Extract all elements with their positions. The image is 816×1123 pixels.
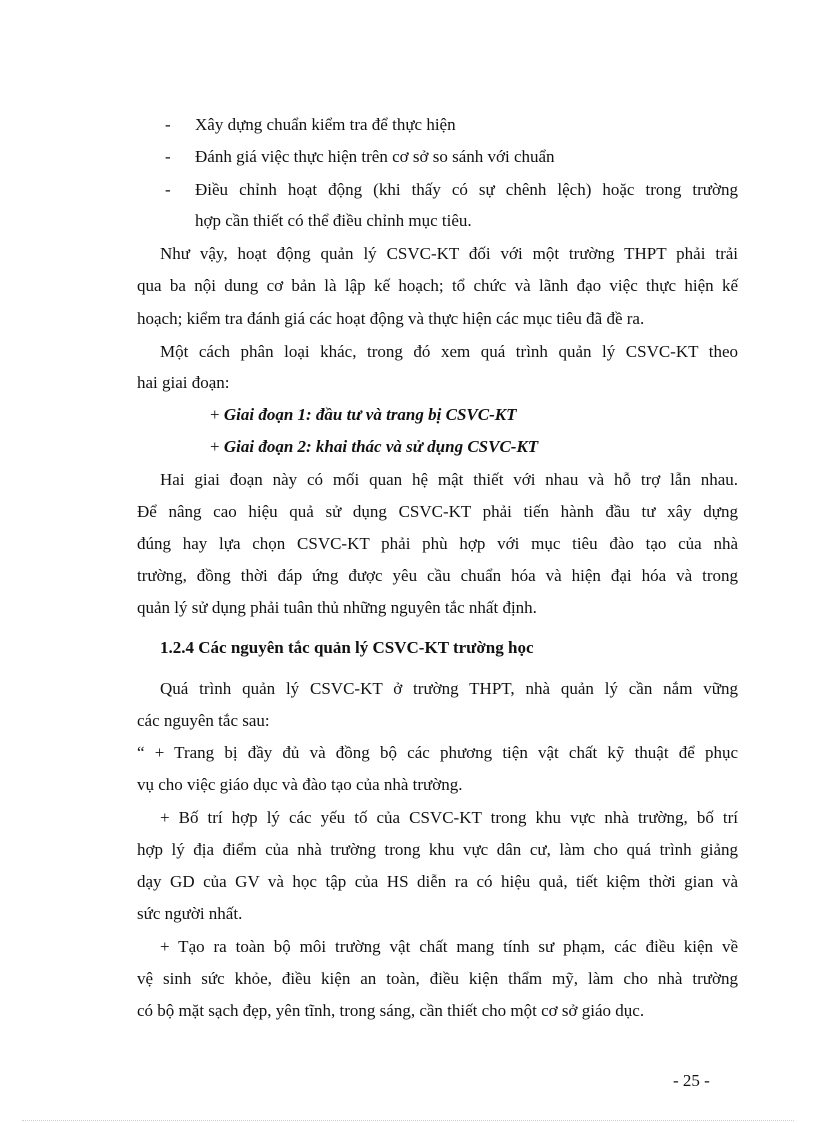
bullet-marker: - [165, 115, 171, 134]
paragraph-line: Quá trình quản lý CSVC-KT ở trường THPT, nhà quản lý cần nắm vững [160, 679, 738, 698]
phase-prefix: + [210, 437, 224, 456]
phase-item [210, 436, 538, 458]
phase-title: Giai đoạn 1: đầu tư và trang bị CSVC-KT [223, 405, 517, 424]
phase-prefix: + [210, 405, 224, 424]
paragraph-line: hai giai đoạn: [137, 373, 230, 392]
paragraph-line: + Tạo ra toàn bộ môi trường vật chất mang tính sư phạm, các điều kiện về [160, 937, 738, 956]
paragraph-line: vệ sinh sức khỏe, điều kiện an toàn, điều kiện thẩm mỹ, làm cho nhà trường [137, 969, 738, 988]
paragraph-line: có bộ mặt sạch đẹp, yên tĩnh, trong sáng, cần thiết cho một cơ sở giáo dục. [137, 1001, 645, 1020]
paragraph-line: “ + Trang bị đầy đủ và đồng bộ các phương tiện vật chất kỹ thuật để phục [137, 743, 738, 762]
paragraph-line: hợp lý địa điểm của nhà trường trong khu vực dân cư, làm cho quá trình giảng [137, 840, 738, 859]
paragraph-line: dạy GD của GV và học tập của HS diễn ra có hiệu quả, tiết kiệm thời gian và [137, 872, 738, 891]
paragraph-line: sức người nhất. [137, 904, 243, 923]
paragraph-line: quản lý sử dụng phải tuân thủ những nguyên tắc nhất định. [137, 598, 537, 617]
paragraph-line: Hai giai đoạn này có mối quan hệ mật thiết với nhau và hỗ trợ lẫn nhau. [160, 470, 738, 489]
bullet-item: Xây dựng chuẩn kiểm tra để thực hiện [195, 115, 456, 134]
phase-item [210, 404, 516, 426]
bullet-item: Đánh giá việc thực hiện trên cơ sở so sánh với chuẩn [195, 147, 555, 166]
bullet-marker: - [165, 180, 171, 199]
bullet-marker: - [165, 147, 171, 166]
paragraph-line: đúng hay lựa chọn CSVC-KT phải phù hợp với mục tiêu đào tạo của nhà [137, 534, 738, 553]
phase-title: Giai đoạn 2: khai thác và sử dụng CSVC-KT [223, 437, 539, 456]
paragraph-line: Để nâng cao hiệu quả sử dụng CSVC-KT phải tiến hành đầu tư xây dựng [137, 502, 738, 521]
paragraph-line: + Bố trí hợp lý các yếu tố của CSVC-KT trong khu vực nhà trường, bố trí [160, 808, 738, 827]
paragraph-line: các nguyên tắc sau: [137, 711, 270, 730]
page-number: - 25 - [673, 1071, 710, 1090]
paragraph-line: vụ cho việc giáo dục và đào tạo của nhà trường. [137, 775, 463, 794]
paragraph-line: Một cách phân loại khác, trong đó xem quá trình quản lý CSVC-KT theo [160, 342, 738, 361]
footer-divider [22, 1120, 794, 1121]
paragraph-line: qua ba nội dung cơ bản là lập kế hoạch; tổ chức và lãnh đạo việc thực hiện kế [137, 276, 738, 295]
bullet-item: Điều chỉnh hoạt động (khi thấy có sự chênh lệch) hoặc trong trường [195, 180, 738, 199]
paragraph-line: hoạch; kiểm tra đánh giá các hoạt động và thực hiện các mục tiêu đã đề ra. [137, 309, 645, 328]
paragraph-line: trường, đồng thời đáp ứng được yêu cầu chuẩn hóa và hiện đại hóa và trong [137, 566, 738, 585]
paragraph-line: Như vậy, hoạt động quản lý CSVC-KT đối với một trường THPT phải trải [160, 244, 738, 263]
section-heading: 1.2.4 Các nguyên tắc quản lý CSVC-KT trường học [160, 638, 534, 657]
bullet-item-continued: hợp cần thiết có thể điều chỉnh mục tiêu. [195, 211, 472, 230]
